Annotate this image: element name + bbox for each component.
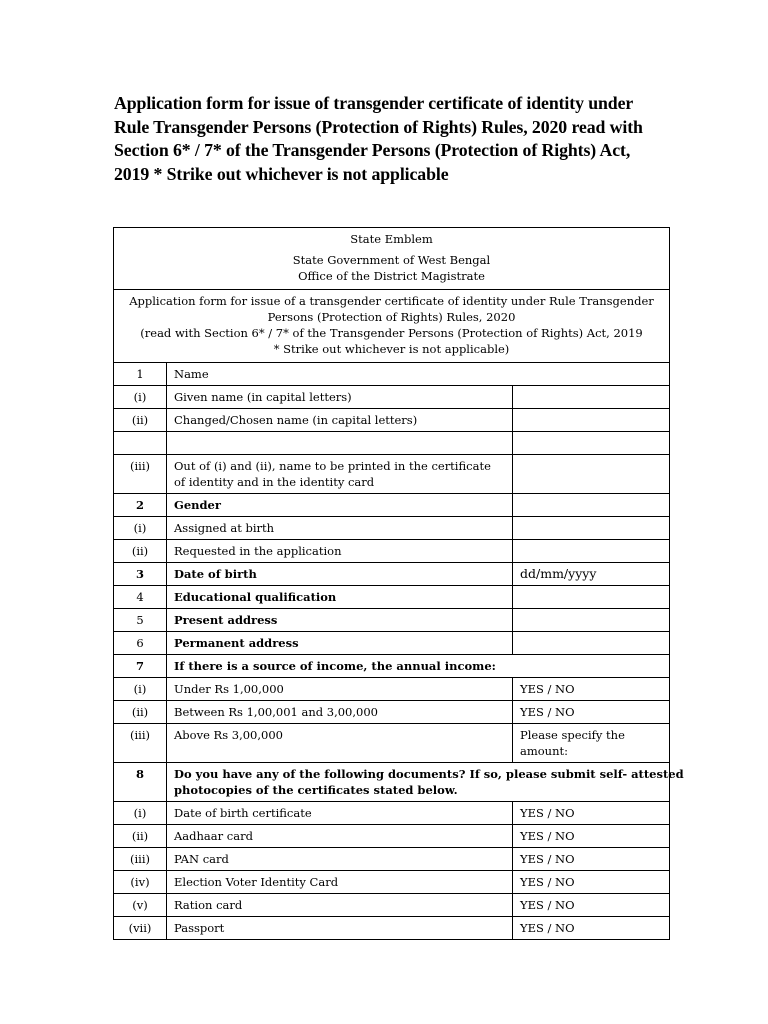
chosen-name-field[interactable] bbox=[513, 409, 670, 432]
amount-prompt-line: amount: bbox=[520, 744, 568, 758]
printed-name-field[interactable] bbox=[513, 455, 670, 494]
row-label: If there is a source of income, the annual income: bbox=[167, 655, 670, 678]
state-government-label: State Government of West Bengal bbox=[292, 253, 491, 267]
row-label: Changed/Chosen name (in capital letters) bbox=[167, 409, 513, 432]
row-label: Passport bbox=[167, 917, 513, 940]
row-label: Aadhaar card bbox=[167, 825, 513, 848]
row-label-line: Out of (i) and (ii), name to be printed in the certificate bbox=[174, 459, 491, 473]
row-label: Gender bbox=[167, 494, 513, 517]
gender-cell bbox=[513, 494, 670, 517]
row-number: 5 bbox=[114, 609, 167, 632]
table-row bbox=[114, 825, 670, 848]
table-row bbox=[114, 409, 670, 432]
intro-line: * Strike out whichever is not applicable) bbox=[273, 342, 510, 356]
row-number: (iii) bbox=[114, 724, 167, 763]
income-between-choice[interactable]: YES / NO bbox=[513, 701, 670, 724]
table-row bbox=[114, 632, 670, 655]
row-number: 1 bbox=[114, 363, 167, 386]
table-row bbox=[114, 678, 670, 701]
row-label bbox=[167, 455, 513, 494]
row-label: Given name (in capital letters) bbox=[167, 386, 513, 409]
table-row bbox=[114, 609, 670, 632]
ration-card-choice[interactable]: YES / NO bbox=[513, 894, 670, 917]
given-name-field[interactable] bbox=[513, 386, 670, 409]
voter-id-choice[interactable]: YES / NO bbox=[513, 871, 670, 894]
intro-line: Application form for issue of a transgender certificate of identity under Rule Transgender bbox=[129, 294, 654, 308]
state-emblem-label: State Emblem bbox=[350, 232, 433, 246]
present-address-field[interactable] bbox=[513, 609, 670, 632]
assigned-gender-field[interactable] bbox=[513, 517, 670, 540]
row-number: (iii) bbox=[114, 455, 167, 494]
table-row bbox=[114, 894, 670, 917]
table-row bbox=[114, 917, 670, 940]
row-label: Ration card bbox=[167, 894, 513, 917]
row-number: (vii) bbox=[114, 917, 167, 940]
row-number: 4 bbox=[114, 586, 167, 609]
row-label: Requested in the application bbox=[167, 540, 513, 563]
header-box-row bbox=[114, 228, 670, 290]
intro-row bbox=[114, 290, 670, 363]
table-row bbox=[114, 563, 670, 586]
row-label-line: Do you have any of the following documents? If so, please submit self- attested bbox=[174, 767, 684, 781]
intro-box bbox=[114, 290, 670, 363]
row-label: Assigned at birth bbox=[167, 517, 513, 540]
row-number: (ii) bbox=[114, 409, 167, 432]
row-number: (i) bbox=[114, 802, 167, 825]
row-number: (ii) bbox=[114, 825, 167, 848]
row-label: Between Rs 1,00,001 and 3,00,000 bbox=[167, 701, 513, 724]
application-form-table bbox=[113, 227, 684, 940]
table-row bbox=[114, 517, 670, 540]
intro-line: (read with Section 6* / 7* of the Transgender Persons (Protection of Rights) Act, 2019 bbox=[140, 326, 643, 340]
row-label: Date of birth bbox=[167, 563, 513, 586]
row-number: 7 bbox=[114, 655, 167, 678]
blank-cell bbox=[114, 432, 167, 455]
pan-card-choice[interactable]: YES / NO bbox=[513, 848, 670, 871]
row-number: 3 bbox=[114, 563, 167, 586]
table-row bbox=[114, 363, 670, 386]
table-row bbox=[114, 763, 670, 802]
table-row bbox=[114, 540, 670, 563]
table-row bbox=[114, 494, 670, 517]
row-number: (i) bbox=[114, 386, 167, 409]
education-field[interactable] bbox=[513, 586, 670, 609]
income-above-amount-field[interactable] bbox=[513, 724, 670, 763]
blank-row bbox=[114, 432, 670, 455]
title-line: Section 6* / 7* of the Transgender Persons (Protection of Rights) Act, bbox=[114, 140, 631, 161]
row-label: Date of birth certificate bbox=[167, 802, 513, 825]
row-label-line: photocopies of the certificates stated below. bbox=[174, 783, 458, 797]
intro-line: Persons (Protection of Rights) Rules, 2020 bbox=[267, 310, 516, 324]
row-label: Educational qualification bbox=[167, 586, 513, 609]
row-label bbox=[167, 763, 684, 802]
row-number: 6 bbox=[114, 632, 167, 655]
aadhaar-choice[interactable]: YES / NO bbox=[513, 825, 670, 848]
row-number: (ii) bbox=[114, 701, 167, 724]
document-title bbox=[114, 92, 684, 187]
table-row bbox=[114, 871, 670, 894]
table-row bbox=[114, 455, 670, 494]
permanent-address-field[interactable] bbox=[513, 632, 670, 655]
row-label: PAN card bbox=[167, 848, 513, 871]
table-row bbox=[114, 848, 670, 871]
table-row bbox=[114, 724, 670, 763]
row-number: (ii) bbox=[114, 540, 167, 563]
row-number: 8 bbox=[114, 763, 167, 802]
row-number: 2 bbox=[114, 494, 167, 517]
passport-choice[interactable]: YES / NO bbox=[513, 917, 670, 940]
row-label-line: of identity and in the identity card bbox=[174, 475, 375, 489]
row-label: Name bbox=[167, 363, 670, 386]
table-row bbox=[114, 701, 670, 724]
row-number: (i) bbox=[114, 517, 167, 540]
table-row bbox=[114, 655, 670, 678]
office-label: Office of the District Magistrate bbox=[298, 269, 485, 283]
blank-cell bbox=[167, 432, 513, 455]
row-label: Under Rs 1,00,000 bbox=[167, 678, 513, 701]
blank-cell bbox=[513, 432, 670, 455]
table-row bbox=[114, 586, 670, 609]
header-box bbox=[114, 228, 670, 290]
row-number: (i) bbox=[114, 678, 167, 701]
table-row bbox=[114, 802, 670, 825]
birth-certificate-choice[interactable]: YES / NO bbox=[513, 802, 670, 825]
row-number: (iii) bbox=[114, 848, 167, 871]
row-label: Permanent address bbox=[167, 632, 513, 655]
income-under-choice[interactable]: YES / NO bbox=[513, 678, 670, 701]
row-number: (iv) bbox=[114, 871, 167, 894]
row-number: (v) bbox=[114, 894, 167, 917]
title-line: 2019 * Strike out whichever is not applicable bbox=[114, 164, 449, 185]
date-of-birth-field[interactable]: dd/mm/yyyy bbox=[513, 563, 670, 586]
row-label: Present address bbox=[167, 609, 513, 632]
title-line: Rule Transgender Persons (Protection of Rights) Rules, 2020 read with bbox=[114, 116, 643, 137]
amount-prompt-line: Please specify the bbox=[520, 728, 625, 742]
row-label: Election Voter Identity Card bbox=[167, 871, 513, 894]
row-label: Above Rs 3,00,000 bbox=[167, 724, 513, 763]
title-line: Application form for issue of transgender certificate of identity under bbox=[114, 93, 634, 113]
table-row bbox=[114, 386, 670, 409]
requested-gender-field[interactable] bbox=[513, 540, 670, 563]
